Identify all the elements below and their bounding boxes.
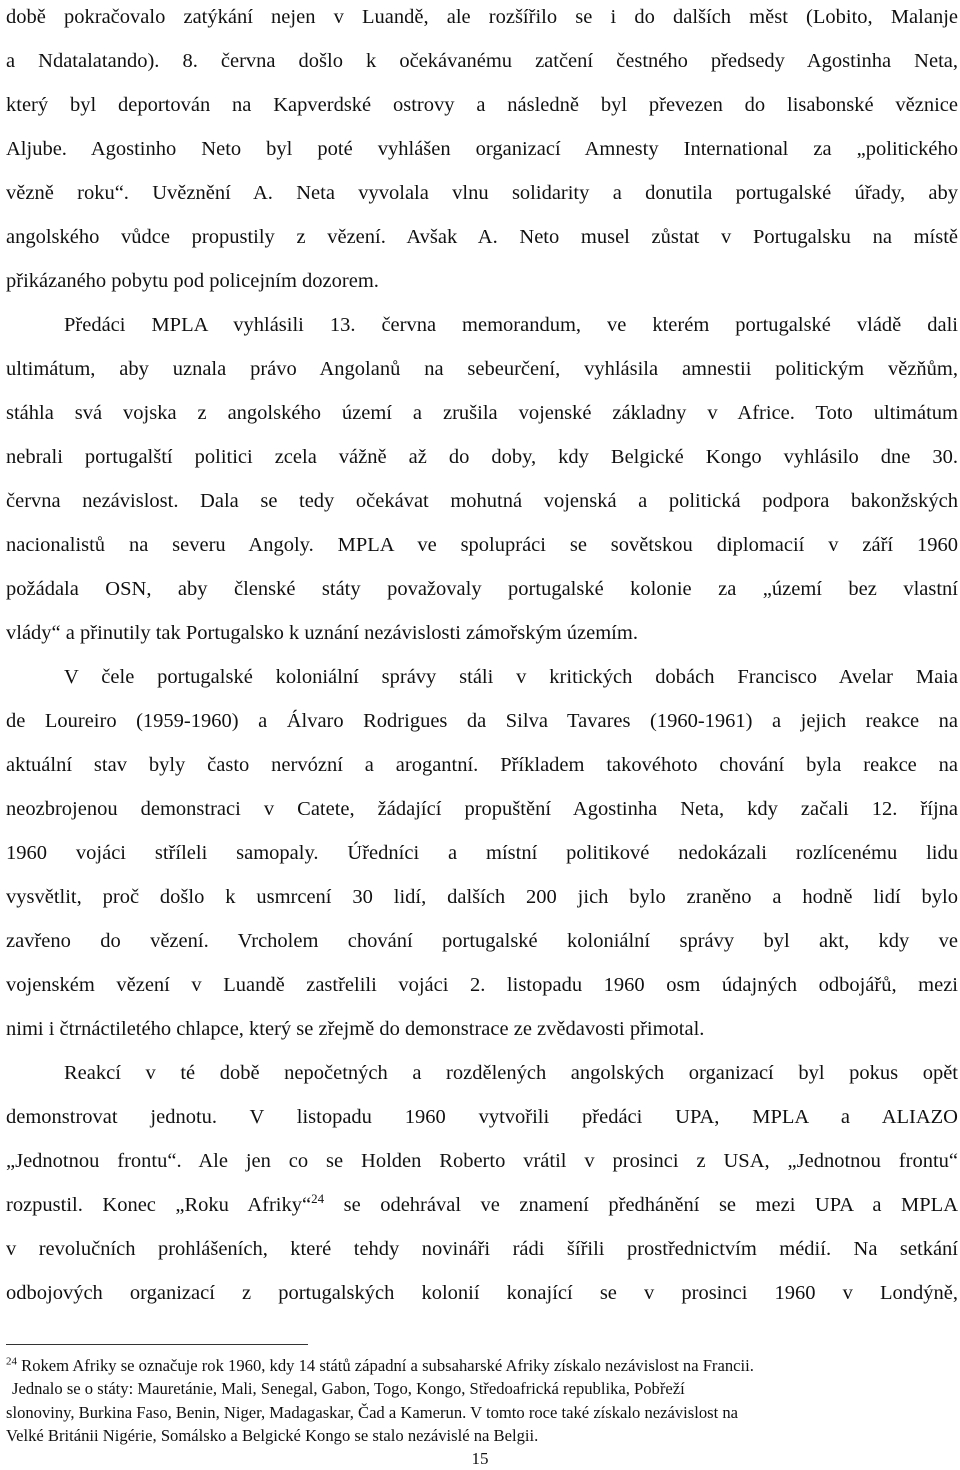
paragraph-first-line: Předáci MPLA vyhlásili 13. června memorandum, ve kterém portugalské vládě dali [64, 314, 958, 336]
body-text-line: de Loureiro (1959-1960) a Álvaro Rodrigues da Silva Tavares (1960-1961) a jejich reakce na [6, 710, 958, 732]
body-text-line: který byl deportován na Kapverdské ostrovy a následně byl převezen do lisabonské věznice [6, 94, 958, 116]
footnote-line: slonoviny, Burkina Faso, Benin, Niger, Madagaskar, Čad a Kamerun. V tomto roce také získalo nezávislost na [6, 1403, 739, 1422]
body-text-line: v revolučních prohlášeních, které tehdy novináři rádi šířili prostřednictvím médií. Na setkání [6, 1238, 958, 1260]
body-text-line: neozbrojenou demonstraci v Catete, žádající propuštění Agostinha Neta, kdy začali 12. října [6, 798, 958, 820]
body-text-line: vojenském vězení v Luandě zastřelili vojáci 2. listopadu 1960 osm údajných odbojářů, mezi [6, 974, 958, 996]
footnote-line [6, 1356, 754, 1376]
body-text-line: nimi i čtrnáctiletého chlapce, který se zřejmě do demonstrace ze zvědavosti přimotal. [6, 1018, 705, 1040]
body-text-line: demonstrovat jednotu. V listopadu 1960 vytvořili předáci UPA, MPLA a ALIAZO [6, 1106, 958, 1128]
body-text-line: nacionalistů na severu Angoly. MPLA ve spolupráci se sovětskou diplomacií v září 1960 [6, 534, 958, 556]
body-text-line: době pokračovalo zatýkání nejen v Luandě, ale rozšířilo se i do dalších měst (Lobito, Malanje [6, 6, 958, 28]
body-text-line: vězně roku“. Uvěznění A. Neta vyvolala vlnu solidarity a donutila portugalské úřady, aby [6, 182, 958, 204]
body-text-line: angolského vůdce propustily z vězení. Avšak A. Neto musel zůstat v Portugalsku na místě [6, 226, 958, 248]
body-text-line: června nezávislost. Dala se tedy očekávat mohutná vojenská a politická podpora bakonžských [6, 490, 958, 512]
line-text-after-marker: se odehrával ve znamení předhánění se mezi UPA a MPLA [324, 1194, 959, 1216]
body-text-line: zavřeno do vězení. Vrcholem chování portugalské koloniální správy byl akt, kdy ve [6, 930, 958, 952]
line-text-before-marker: rozpustil. Konec „Roku Afriky“ [6, 1194, 312, 1216]
footnote-reference-marker[interactable]: 24 [311, 1191, 325, 1207]
body-text-line: Aljube. Agostinho Neto byl poté vyhlášen organizací Amnesty International za „politického [6, 138, 958, 160]
footnote-separator [6, 1344, 308, 1345]
paragraph-first-line: V čele portugalské koloniální správy stáli v kritických dobách Francisco Avelar Maia [64, 666, 958, 688]
body-text-line-with-footnote [6, 1193, 958, 1217]
body-text-line: odbojových organizací z portugalských kolonií konající se v prosinci 1960 v Londýně, [6, 1282, 958, 1304]
body-text-line: 1960 vojáci stříleli samopaly. Úředníci a místní politikové nedokázali rozlícenému lidu [6, 842, 958, 864]
footnote-number: 24 [6, 1355, 17, 1368]
footnote-line: Velké Británii Nigérie, Somálsko a Belgické Kongo se stalo nezávislé na Belgii. [6, 1426, 539, 1445]
body-text-line: a Ndatalatando). 8. června došlo k očekávanému zatčení čestného předsedy Agostinha Neta, [6, 50, 958, 72]
footnote-text: Rokem Afriky se označuje rok 1960, kdy 14 států západní a subsaharské Afriky získalo nezávislost na Francii. [17, 1356, 754, 1375]
page-number: 15 [471, 1449, 489, 1468]
body-text-line: vysvětlit, proč došlo k usmrcení 30 lidí, dalších 200 jich bylo zraněno a hodně lidí bylo [6, 886, 958, 908]
body-text-line: stáhla svá vojska z angolského území a zrušila vojenské základny v Africe. Toto ultimátum [6, 402, 958, 424]
footnote-line: Jednalo se o státy: Mauretánie, Mali, Senegal, Gabon, Togo, Kongo, Středoafrická republika, Pobřeží [12, 1379, 685, 1398]
body-text-line: aktuální stav byly často nervózní a arogantní. Příkladem takovéhoto chování byla reakce na [6, 754, 958, 776]
body-text-line: nebrali portugalští politici zcela vážně až do doby, kdy Belgické Kongo vyhlásilo dne 30. [6, 446, 958, 468]
body-text-line: „Jednotnou frontu“. Ale jen co se Holden Roberto vrátil v prosinci z USA, „Jednotnou frontu“ [6, 1150, 958, 1172]
body-text-line: přikázaného pobytu pod policejním dozorem. [6, 270, 379, 292]
body-text-line: požádala OSN, aby členské státy považovaly portugalské kolonie za „území bez vlastní [6, 578, 958, 600]
body-text-line: ultimátum, aby uznala právo Angolanů na sebeurčení, vyhlásila amnestii politickým vězňům, [6, 358, 958, 380]
body-text-line: vlády“ a přinutily tak Portugalsko k uznání nezávislosti zámořským územím. [6, 622, 638, 644]
paragraph-first-line: Reakcí v té době nepočetných a rozdělených angolských organizací byl pokus opět [64, 1062, 958, 1084]
